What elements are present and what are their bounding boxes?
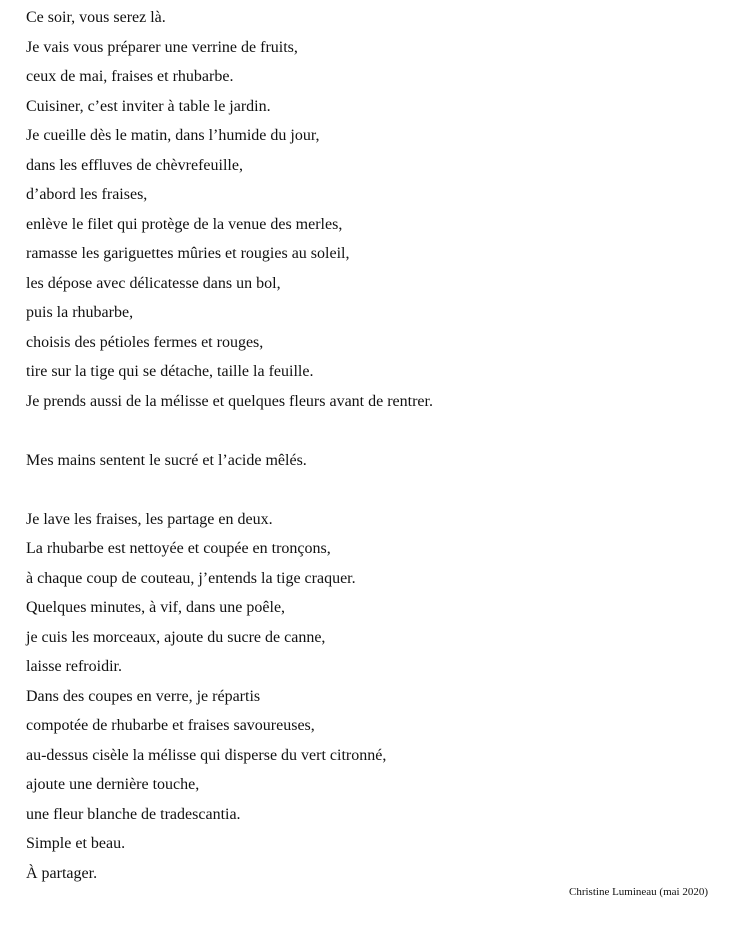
poem-line: À partager. [26, 864, 98, 882]
poem-line: Cuisiner, c’est inviter à table le jardin. [26, 97, 271, 115]
stanza-2 [26, 446, 726, 476]
poem-line: Je vais vous préparer une verrine de fruits, [26, 38, 298, 56]
poem-line: à chaque coup de couteau, j’entends la tige craquer. [26, 569, 356, 587]
stanza-1 [26, 3, 726, 416]
poem-line: Ce soir, vous serez là. [26, 9, 166, 26]
poem-line: puis la rhubarbe, [26, 304, 134, 321]
poem-line: je cuis les morceaux, ajoute du sucre de canne, [26, 628, 326, 646]
poem-line: La rhubarbe est nettoyée et coupée en tronçons, [26, 540, 331, 557]
poem-line: une fleur blanche de tradescantia. [26, 805, 241, 823]
poem-line: compotée de rhubarbe et fraises savoureuses, [26, 717, 315, 734]
poem-line: Je lave les fraises, les partage en deux. [26, 510, 273, 528]
poem-line: Quelques minutes, à vif, dans une poêle, [26, 599, 286, 616]
poem-line: tire sur la tige qui se détache, taille la feuille. [26, 363, 314, 380]
poem-line: les dépose avec délicatesse dans un bol, [26, 274, 281, 292]
poem-line: Je prends aussi de la mélisse et quelques fleurs avant de rentrer. [26, 392, 433, 410]
poem-line: Mes mains sentent le sucré et l’acide mêlés. [26, 451, 307, 469]
poem-line: Dans des coupes en verre, je répartis [26, 687, 261, 705]
author-signature: Christine Lumineau (mai 2020) [569, 886, 708, 898]
poem-line: au-dessus cisèle la mélisse qui disperse du vert citronné, [26, 746, 387, 764]
poem-line: ceux de mai, fraises et rhubarbe. [26, 68, 234, 85]
poem-line: enlève le filet qui protège de la venue des merles, [26, 215, 343, 233]
poem-line: Je cueille dès le matin, dans l’humide du jour, [26, 127, 320, 144]
poem-line: ajoute une dernière touche, [26, 776, 200, 793]
poem-line: Simple et beau. [26, 835, 126, 852]
stanza-3 [26, 505, 726, 889]
poem-line: choisis des pétioles fermes et rouges, [26, 333, 264, 351]
poem-line: laisse refroidir. [26, 658, 122, 675]
poem [26, 3, 726, 888]
poem-line: dans les effluves de chèvrefeuille, [26, 156, 243, 174]
poem-line: ramasse les gariguettes mûries et rougies au soleil, [26, 245, 350, 262]
poem-line: d’abord les fraises, [26, 186, 148, 203]
